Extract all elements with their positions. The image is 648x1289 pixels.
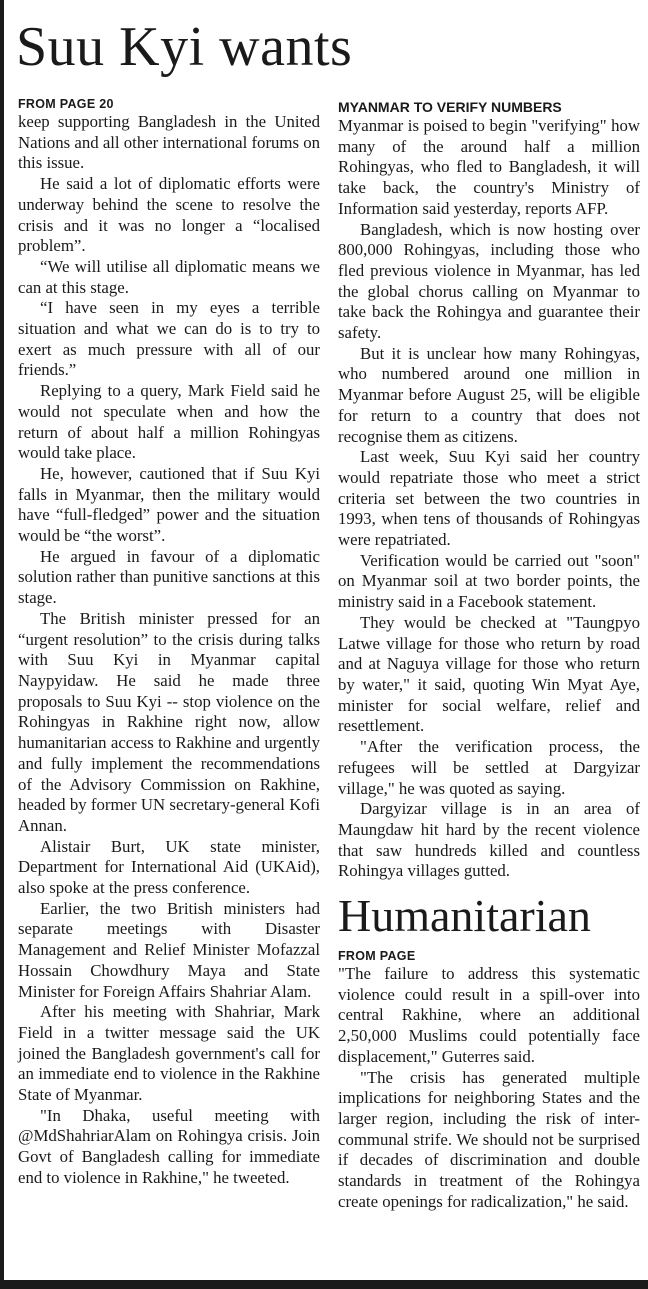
article-paragraph: But it is unclear how many Rohingyas, who numbered around one million in Myanmar before August 25, will be eligible for return to a country that does not recognise them as citizens. bbox=[338, 343, 640, 446]
article-paragraph: "The failure to address this systematic violence could result in a spill-over into central Rakhine, where an additional 2,50,000 Muslims could potentially face displacement," Guterres said. bbox=[338, 964, 640, 1066]
article-paragraph: They would be checked at "Taungpyo Latwe village for those who return by road and at Naguya village for those who return by water," it said, quoting Win Myat Aye, minister for social welfare, relief and resettlement. bbox=[338, 612, 640, 736]
article-paragraph: keep supporting Bangladesh in the United Nations and all other international forums on this issue. bbox=[18, 112, 320, 173]
section-subhead: MYANMAR TO VERIFY NUMBERS bbox=[338, 99, 562, 115]
article-paragraph: Bangladesh, which is now hosting over 800,000 Rohingyas, including those who fled previous violence in Myanmar, has led the global chorus calling on Myanmar to take back the Rohingya and guarantee their safety. bbox=[338, 219, 640, 343]
article-paragraph: Myanmar is poised to begin "verifying" how many of the around half a million Rohingyas, who fled to Bangladesh, it will take back, the country's Ministry of Information said yesterday, reports AFP. bbox=[338, 116, 640, 218]
article-paragraph: After his meeting with Shahriar, Mark Field in a twitter message said the UK joined the Bangladesh government's call for an immediate end to violence in the Rakhine State of Myanmar. bbox=[18, 1002, 320, 1105]
article-paragraph: "After the verification process, the refugees will be settled at Dargyizar village," he was quoted as saying. bbox=[338, 737, 640, 798]
left-edge-rule bbox=[0, 0, 4, 1289]
second-from-page-kicker: FROM PAGE bbox=[338, 949, 416, 964]
headline: Suu Kyi wants bbox=[16, 16, 353, 78]
article-paragraph: The British minister pressed for an “urgent resolution” to the crisis during talks with Suu Kyi in Myanmar capital Naypyidaw. He said he made three proposals to Suu Kyi -- stop violence on the Rohingyas in Rakhine right now, allow humanitarian access to Rakhine and urgently and fully implement the recommendations of the Advisory Commission on Rakhine, headed by former UN secretary-general Kofi Annan. bbox=[18, 608, 320, 835]
article-paragraph: He said a lot of diplomatic efforts were underway behind the scene to resolve the crisis and it was no longer a “localised problem”. bbox=[18, 174, 320, 256]
left-column bbox=[18, 96, 320, 1189]
article-paragraph: Verification would be carried out "soon" on Myanmar soil at two border points, the ministry said in a Facebook statement. bbox=[338, 550, 640, 612]
article-paragraph: Replying to a query, Mark Field said he would not speculate when and how the return of about half a million Rohingyas would take place. bbox=[18, 381, 320, 463]
from-page-kicker: FROM PAGE 20 bbox=[18, 97, 114, 111]
article-paragraph: Alistair Burt, UK state minister, Department for International Aid (UKAid), also spoke at the press conference. bbox=[18, 836, 320, 898]
article-paragraph: Earlier, the two British ministers had separate meetings with Disaster Management and Relief Minister Mofazzal Hossain Chowdhury Maya and State Minister for Foreign Affairs Shahriar Alam. bbox=[18, 898, 320, 1001]
article-paragraph: Last week, Suu Kyi said her country would repatriate those who meet a strict criteria set between the two countries in 1993, when tens of thousands of Rohingyas were repatriated. bbox=[338, 447, 640, 550]
article-paragraph: "The crisis has generated multiple implications for neighboring States and the larger region, including the risk of inter-communal strife. We should not be surprised if decades of discrimination and double standards in treatment of the Rohingya create openings for radicalization," he said. bbox=[338, 1067, 640, 1211]
article-paragraph: He argued in favour of a diplomatic solution rather than punitive sanctions at this stage. bbox=[18, 546, 320, 608]
article-paragraph: "In Dhaka, useful meeting with @MdShahriarAlam on Rohingya crisis. Join Govt of Bangladesh calling for immediate end to violence in Rakhine," he tweeted. bbox=[18, 1105, 320, 1187]
right-column bbox=[338, 96, 640, 1212]
article-paragraph: “I have seen in my eyes a terrible situation and what we can do is to try to exert as much pressure with all of our friends.” bbox=[18, 298, 320, 380]
second-headline: Humanitarian bbox=[338, 890, 591, 942]
article-paragraph: “We will utilise all diplomatic means we can at this stage. bbox=[18, 256, 320, 297]
article-paragraph: Dargyizar village is in an area of Maungdaw hit hard by the recent violence that saw hundreds killed and countless Rohingya villages gutted. bbox=[338, 799, 640, 881]
article-paragraph: He, however, cautioned that if Suu Kyi falls in Myanmar, then the military would have “full-fledged” power and the situation would be “the worst”. bbox=[18, 463, 320, 546]
bottom-edge-rule bbox=[0, 1280, 648, 1289]
